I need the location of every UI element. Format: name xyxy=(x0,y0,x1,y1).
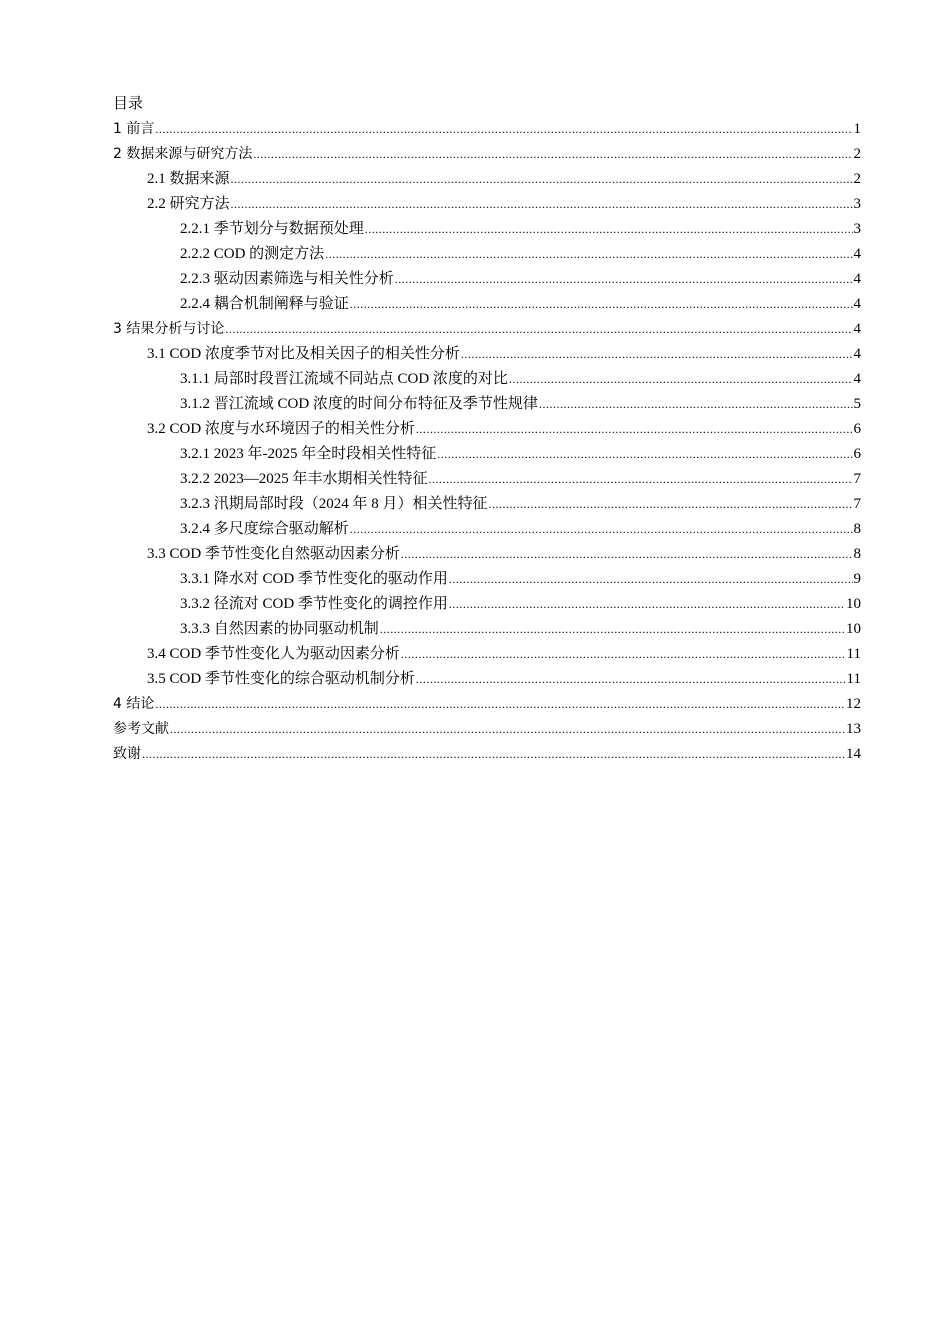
toc-title: 目录 xyxy=(113,96,144,112)
toc-entry-label: 参考文献 xyxy=(113,721,169,737)
toc-entry-label: 3.3.3 自然因素的协同驱动机制 xyxy=(180,621,379,637)
toc-entry-page-number: 3 xyxy=(853,221,861,237)
toc-entry[interactable] xyxy=(113,517,861,542)
toc-entry[interactable] xyxy=(113,667,861,692)
toc-entry-page-number: 4 xyxy=(853,271,861,287)
toc-entry-label: 3.2 COD 浓度与水环境因子的相关性分析 xyxy=(147,421,415,437)
toc-dot-leader xyxy=(155,692,845,717)
toc-entry-page-number: 14 xyxy=(846,746,861,762)
toc-entry[interactable] xyxy=(113,467,861,492)
toc-entry[interactable] xyxy=(113,217,861,242)
toc-entry-label: 1 前言 xyxy=(113,121,155,137)
toc-entry-page-number: 4 xyxy=(853,296,861,312)
toc-entry-label: 3.2.4 多尺度综合驱动解析 xyxy=(180,521,349,537)
toc-entry-label: 2.2.3 驱动因素筛选与相关性分析 xyxy=(180,271,394,287)
toc-entry-page-number: 4 xyxy=(853,371,861,387)
toc-entry-page-number: 1 xyxy=(853,121,861,137)
toc-dot-leader xyxy=(155,117,852,142)
toc-entry-page-number: 4 xyxy=(853,321,861,337)
toc-entry[interactable] xyxy=(113,442,861,467)
toc-entry[interactable] xyxy=(113,692,861,717)
toc-entry[interactable] xyxy=(113,542,861,567)
toc-entry-label: 2.1 数据来源 xyxy=(147,171,230,187)
toc-dot-leader xyxy=(461,342,853,367)
toc-entry-page-number: 4 xyxy=(853,246,861,262)
toc-entry-page-number: 9 xyxy=(853,571,861,587)
toc-entry-page-number: 11 xyxy=(846,646,861,662)
toc-dot-leader xyxy=(539,392,853,417)
toc-entry[interactable] xyxy=(113,367,861,392)
toc-dot-leader xyxy=(449,592,845,617)
toc-entries xyxy=(113,117,861,767)
toc-dot-leader xyxy=(142,742,845,767)
toc-entry[interactable] xyxy=(113,167,861,192)
toc-entry[interactable] xyxy=(113,717,861,742)
toc-dot-leader xyxy=(380,617,845,642)
toc-entry-label: 3.4 COD 季节性变化人为驱动因素分析 xyxy=(147,646,400,662)
toc-dot-leader xyxy=(489,492,853,517)
toc-entry-page-number: 7 xyxy=(853,471,861,487)
toc-entry-label: 3.3.2 径流对 COD 季节性变化的调控作用 xyxy=(180,596,448,612)
toc-entry-label: 3.2.2 2023—2025 年丰水期相关性特征 xyxy=(180,471,428,487)
toc-entry-label: 3.1.1 局部时段晋江流域不同站点 COD 浓度的对比 xyxy=(180,371,508,387)
toc-dot-leader xyxy=(429,467,853,492)
toc-dot-leader xyxy=(416,667,846,692)
toc-entry[interactable] xyxy=(113,742,861,767)
toc-entry-page-number: 10 xyxy=(846,596,861,612)
toc-entry[interactable] xyxy=(113,417,861,442)
toc-entry[interactable] xyxy=(113,142,861,167)
toc-dot-leader xyxy=(401,642,846,667)
toc-entry-page-number: 6 xyxy=(853,446,861,462)
toc-entry-page-number: 12 xyxy=(846,696,861,712)
toc-entry[interactable] xyxy=(113,392,861,417)
toc-entry-label: 3.3.1 降水对 COD 季节性变化的驱动作用 xyxy=(180,571,448,587)
toc-entry-label: 3.5 COD 季节性变化的综合驱动机制分析 xyxy=(147,671,415,687)
toc-dot-leader xyxy=(401,542,853,567)
toc-entry-page-number: 13 xyxy=(846,721,861,737)
toc-dot-leader xyxy=(231,167,853,192)
toc-entry[interactable] xyxy=(113,242,861,267)
table-of-contents xyxy=(113,92,861,767)
toc-entry-label: 3.1.2 晋江流域 COD 浓度的时间分布特征及季节性规律 xyxy=(180,396,538,412)
toc-entry-label: 2.2.4 耦合机制阐释与验证 xyxy=(180,296,349,312)
toc-entry-page-number: 11 xyxy=(846,671,861,687)
toc-entry[interactable] xyxy=(113,567,861,592)
toc-entry-page-number: 2 xyxy=(853,146,861,162)
toc-entry-label: 2.2 研究方法 xyxy=(147,196,230,212)
toc-dot-leader xyxy=(253,142,852,167)
toc-entry[interactable] xyxy=(113,342,861,367)
toc-entry[interactable] xyxy=(113,267,861,292)
toc-entry[interactable] xyxy=(113,117,861,142)
toc-entry-label: 2 数据来源与研究方法 xyxy=(113,146,253,162)
toc-entry-label: 2.2.2 COD 的测定方法 xyxy=(180,246,325,262)
toc-entry-page-number: 10 xyxy=(846,621,861,637)
toc-entry-label: 3.3 COD 季节性变化自然驱动因素分析 xyxy=(147,546,400,562)
toc-dot-leader xyxy=(225,317,852,342)
toc-entry-label: 2.2.1 季节划分与数据预处理 xyxy=(180,221,364,237)
toc-dot-leader xyxy=(231,192,853,217)
toc-entry-label: 3.1 COD 浓度季节对比及相关因子的相关性分析 xyxy=(147,346,460,362)
toc-dot-leader xyxy=(509,367,853,392)
toc-entry[interactable] xyxy=(113,317,861,342)
toc-entry-page-number: 8 xyxy=(853,546,861,562)
toc-dot-leader xyxy=(325,242,852,267)
toc-entry-page-number: 4 xyxy=(853,346,861,362)
toc-entry-label: 致谢 xyxy=(113,746,141,762)
toc-dot-leader xyxy=(170,717,845,742)
toc-entry-page-number: 7 xyxy=(853,496,861,512)
toc-entry-label: 4 结论 xyxy=(113,696,155,712)
toc-entry-label: 3 结果分析与讨论 xyxy=(113,321,225,337)
toc-entry-page-number: 3 xyxy=(853,196,861,212)
toc-dot-leader xyxy=(395,267,853,292)
toc-dot-leader xyxy=(437,442,852,467)
toc-dot-leader xyxy=(350,517,853,542)
toc-entry[interactable] xyxy=(113,617,861,642)
toc-entry-page-number: 5 xyxy=(853,396,861,412)
toc-entry-label: 3.2.1 2023 年-2025 年全时段相关性特征 xyxy=(180,446,437,462)
toc-entry[interactable] xyxy=(113,642,861,667)
toc-dot-leader xyxy=(416,417,853,442)
toc-entry[interactable] xyxy=(113,192,861,217)
toc-entry-label: 3.2.3 汛期局部时段（2024 年 8 月）相关性特征 xyxy=(180,496,488,512)
toc-entry-page-number: 6 xyxy=(853,421,861,437)
toc-dot-leader xyxy=(350,292,853,317)
toc-entry-page-number: 8 xyxy=(853,521,861,537)
toc-entry-page-number: 2 xyxy=(853,171,861,187)
toc-entry[interactable] xyxy=(113,292,861,317)
toc-entry[interactable] xyxy=(113,592,861,617)
toc-dot-leader xyxy=(365,217,853,242)
toc-dot-leader xyxy=(449,567,853,592)
toc-entry[interactable] xyxy=(113,492,861,517)
